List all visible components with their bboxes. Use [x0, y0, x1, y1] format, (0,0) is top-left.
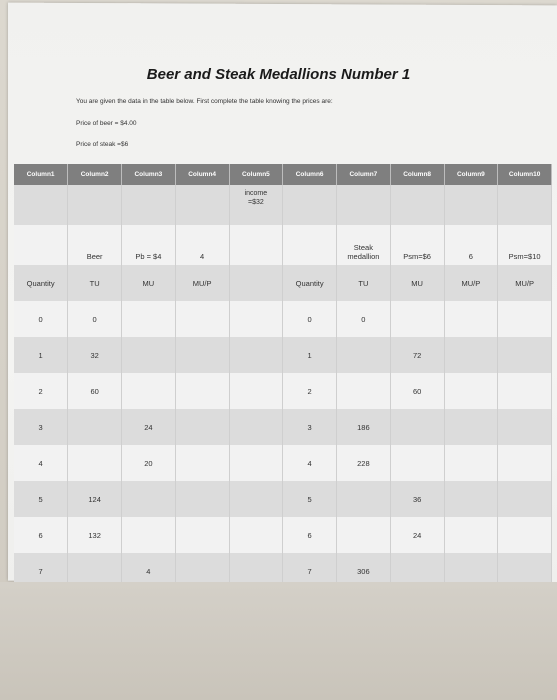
table-cell: 4 — [175, 225, 229, 265]
table-cell — [68, 409, 122, 445]
table-cell: 186 — [337, 409, 391, 445]
table-cell: 24 — [390, 517, 444, 553]
table-cell: 72 — [390, 337, 444, 373]
table-cell: Steak medallion — [337, 225, 391, 265]
table-cell: 4 — [283, 445, 337, 481]
table-cell — [498, 409, 552, 445]
table-cell — [283, 225, 337, 265]
table-cell — [122, 337, 176, 373]
table-cell: MU — [390, 265, 444, 301]
table-cell: 6 — [283, 517, 337, 553]
table-row — [14, 373, 552, 409]
price-of-steak-line: Price of steak =$6 — [76, 141, 129, 148]
table-cell: 2 — [283, 373, 337, 409]
table-cell: 7 — [14, 553, 68, 589]
column-header-1: Column1 — [14, 164, 68, 185]
table-cell — [229, 481, 283, 517]
table-cell — [498, 373, 552, 409]
data-table-container — [14, 164, 552, 580]
table-cell — [229, 337, 283, 373]
table-cell — [229, 409, 283, 445]
table-cell — [229, 301, 283, 337]
table-cell — [175, 517, 229, 553]
table-cell — [229, 265, 283, 301]
table-cell — [337, 337, 391, 373]
table-cell: 3 — [283, 409, 337, 445]
table-cell — [498, 517, 552, 553]
table-cell: Quantity — [283, 265, 337, 301]
table-cell: 36 — [390, 481, 444, 517]
table-row — [14, 409, 552, 445]
table-cell — [444, 517, 498, 553]
table-cell — [337, 185, 391, 225]
table-cell — [444, 409, 498, 445]
table-cell — [498, 481, 552, 517]
table-cell: MU/P — [444, 265, 498, 301]
column-header-2: Column2 — [68, 164, 122, 185]
table-cell: Psm=$6 — [390, 225, 444, 265]
table-cell — [444, 301, 498, 337]
table-cell — [229, 445, 283, 481]
column-header-3: Column3 — [122, 164, 176, 185]
table-row — [14, 301, 552, 337]
document-title: Beer and Steak Medallions Number 1 — [146, 66, 411, 83]
column-header-4: Column4 — [175, 164, 229, 185]
price-of-beer-line: Price of beer = $4.00 — [76, 120, 137, 127]
table-cell: 60 — [68, 373, 122, 409]
table-cell — [14, 185, 68, 225]
table-cell: 1 — [14, 337, 68, 373]
table-cell — [444, 185, 498, 225]
table-cell — [175, 373, 229, 409]
table-cell: TU — [68, 265, 122, 301]
table-cell — [122, 185, 176, 225]
table-cell — [390, 301, 444, 337]
table-cell — [175, 185, 229, 225]
table-body — [14, 185, 552, 589]
table-cell: 0 — [14, 301, 68, 337]
table-cell: 124 — [68, 481, 122, 517]
table-cell: income =$32 — [229, 185, 283, 225]
table-cell: 32 — [68, 337, 122, 373]
table-cell: 24 — [122, 409, 176, 445]
table-cell: Quantity — [14, 265, 68, 301]
table-cell: Pb = $4 — [122, 225, 176, 265]
table-cell: 3 — [14, 409, 68, 445]
table-cell: 4 — [122, 553, 176, 589]
table-cell — [390, 445, 444, 481]
table-cell: 228 — [337, 445, 391, 481]
table-cell — [175, 301, 229, 337]
table-cell: 1 — [283, 337, 337, 373]
table-cell: 0 — [337, 301, 391, 337]
table-cell — [122, 301, 176, 337]
table-cell — [498, 445, 552, 481]
table-cell — [229, 373, 283, 409]
table-row — [14, 481, 552, 517]
column-header-9: Column9 — [444, 164, 498, 185]
table-cell: 5 — [14, 481, 68, 517]
table-cell: 4 — [14, 445, 68, 481]
table-cell — [390, 409, 444, 445]
table-cell: MU/P — [498, 265, 552, 301]
table-cell: 0 — [68, 301, 122, 337]
table-cell — [122, 373, 176, 409]
table-cell: 60 — [390, 373, 444, 409]
instructions-line: You are given the data in the table below. First complete the table knowing the prices are: — [76, 98, 333, 105]
table-cell — [390, 185, 444, 225]
table-cell — [444, 445, 498, 481]
column-header-8: Column8 — [390, 164, 444, 185]
table-row — [14, 445, 552, 481]
table-cell — [498, 301, 552, 337]
table-cell — [122, 517, 176, 553]
table-cell — [337, 373, 391, 409]
table-cell — [283, 185, 337, 225]
data-table — [14, 164, 552, 589]
column-header-10: Column10 — [498, 164, 552, 185]
table-cell: Psm=$10 — [498, 225, 552, 265]
table-cell — [175, 481, 229, 517]
table-cell: TU — [337, 265, 391, 301]
table-cell: 5 — [283, 481, 337, 517]
table-row — [14, 265, 552, 301]
table-cell: 306 — [337, 553, 391, 589]
header-row — [14, 164, 552, 185]
table-cell — [175, 337, 229, 373]
table-cell — [444, 481, 498, 517]
table-cell — [68, 445, 122, 481]
table-cell — [122, 481, 176, 517]
table-cell: 132 — [68, 517, 122, 553]
table-cell — [498, 185, 552, 225]
table-cell: 6 — [14, 517, 68, 553]
table-cell — [337, 517, 391, 553]
table-cell — [337, 481, 391, 517]
column-header-6: Column6 — [283, 164, 337, 185]
column-header-7: Column7 — [337, 164, 391, 185]
table-cell — [14, 225, 68, 265]
table-cell — [68, 185, 122, 225]
table-cell: 2 — [14, 373, 68, 409]
table-surface — [0, 582, 557, 700]
table-cell: MU — [122, 265, 176, 301]
table-cell — [229, 225, 283, 265]
column-header-5: Column5 — [229, 164, 283, 185]
table-cell: 20 — [122, 445, 176, 481]
table-cell — [175, 409, 229, 445]
table-cell — [444, 337, 498, 373]
table-cell: 0 — [283, 301, 337, 337]
table-cell — [229, 517, 283, 553]
table-row — [14, 185, 552, 225]
table-row — [14, 337, 552, 373]
table-row — [14, 225, 552, 265]
table-cell: 6 — [444, 225, 498, 265]
table-cell: MU/P — [175, 265, 229, 301]
table-cell — [175, 445, 229, 481]
table-cell — [444, 373, 498, 409]
table-row — [14, 517, 552, 553]
table-cell — [498, 337, 552, 373]
table-cell: Beer — [68, 225, 122, 265]
table-cell: 7 — [283, 553, 337, 589]
